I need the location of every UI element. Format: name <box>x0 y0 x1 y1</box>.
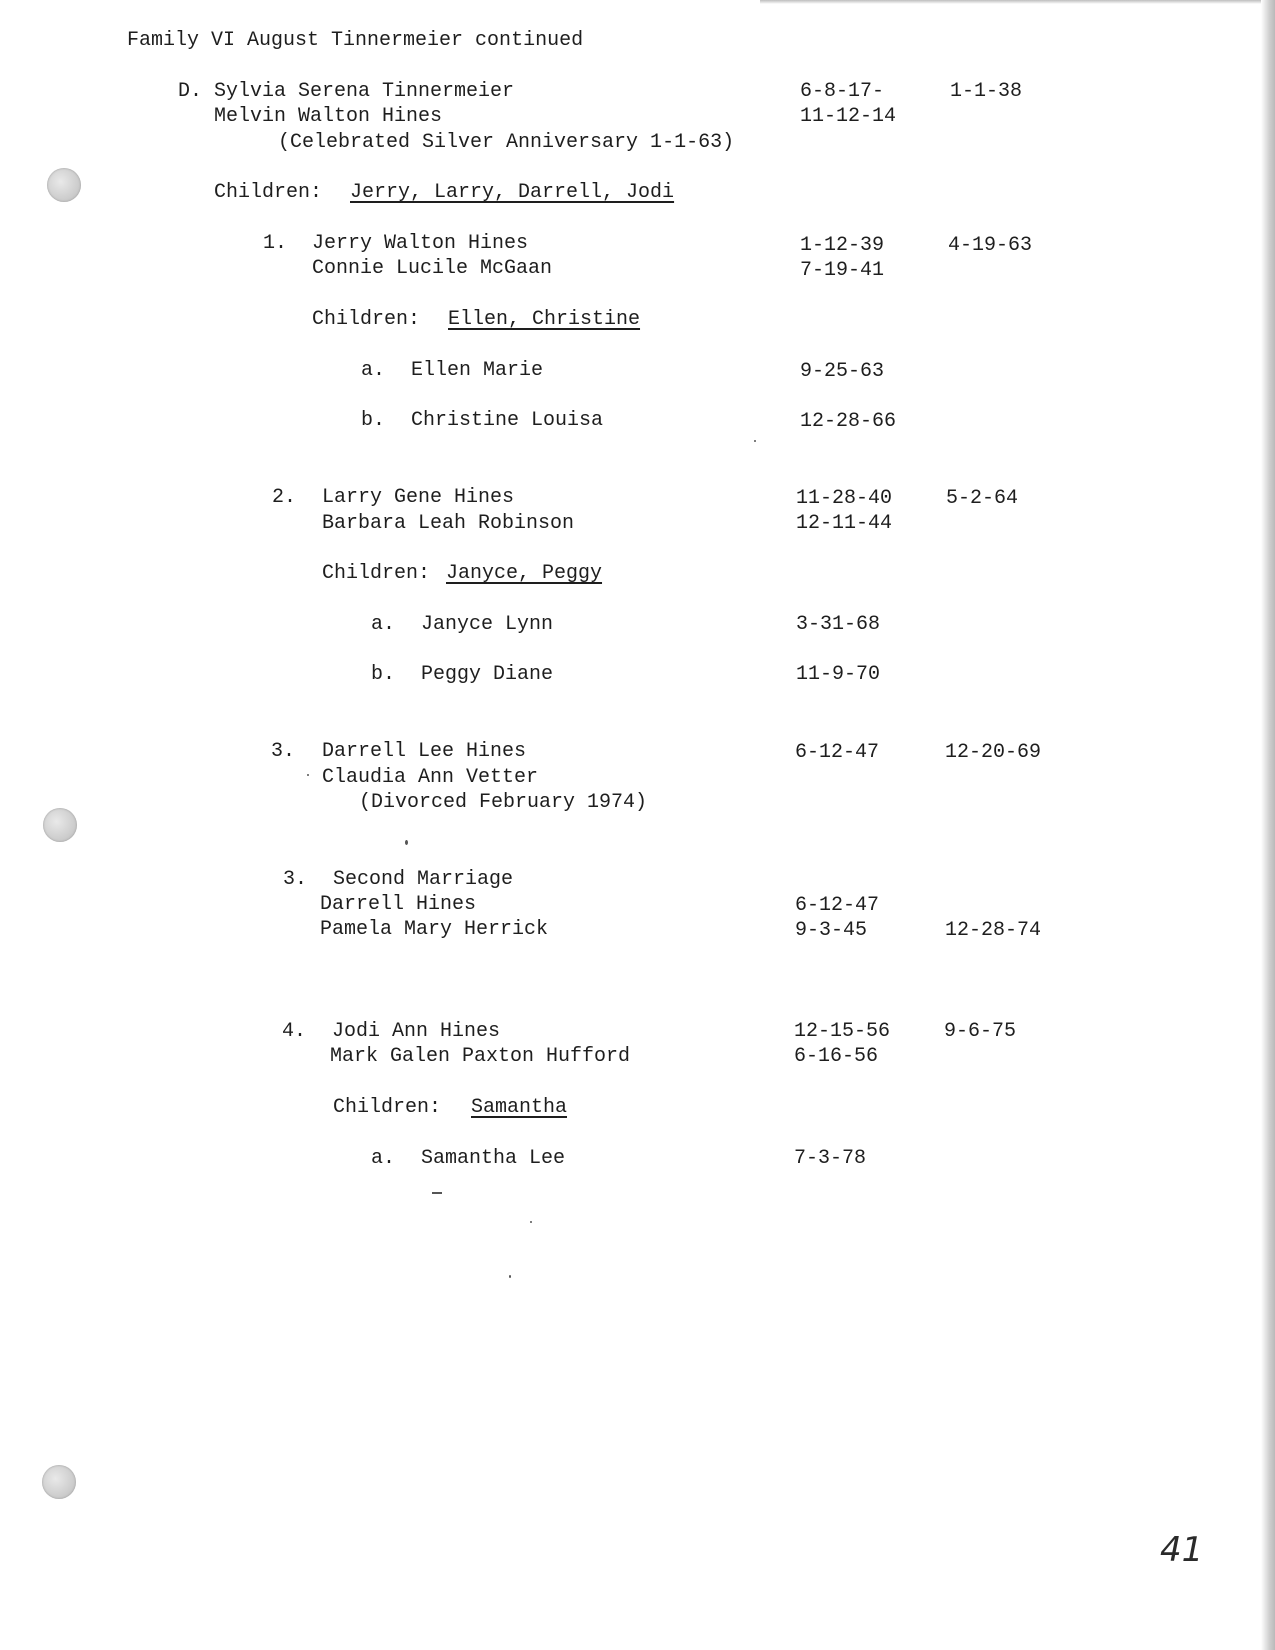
entry-3-label: 3. <box>271 740 296 763</box>
entry-2-children-label: Children: <box>322 562 431 585</box>
entry-d-children-label: Children: <box>214 181 323 204</box>
entry-3-marriage-date: 12-20-69 <box>945 741 1042 764</box>
entry-2-marriage-date: 5-2-64 <box>946 487 1019 510</box>
entry-3b-spouse-name: Pamela Mary Herrick <box>320 918 549 941</box>
entry-1-spouse-name: Connie Lucile McGaan <box>312 257 553 280</box>
entry-1-child-a-name: Ellen Marie <box>411 359 544 382</box>
entry-1-child-b-date: 12-28-66 <box>800 410 897 433</box>
entry-4-label: 4. <box>282 1020 307 1043</box>
entry-1-spouse-birth-date: 7-19-41 <box>800 259 885 282</box>
entry-1-marriage-date: 4-19-63 <box>948 234 1033 257</box>
entry-3b-label: 3. <box>283 868 308 891</box>
entry-2-child-a-name: Janyce Lynn <box>421 613 554 636</box>
scan-speck <box>754 440 756 442</box>
entry-4-child-a-name: Samantha Lee <box>421 1147 566 1170</box>
scan-speck <box>509 1275 511 1278</box>
scan-speck <box>307 774 309 776</box>
entry-2-birth-date: 11-28-40 <box>796 487 893 510</box>
entry-d-note: (Celebrated Silver Anniversary 1-1-63) <box>278 131 735 154</box>
entry-d-spouse-birth-date: 11-12-14 <box>800 105 897 128</box>
entry-3b-birth-date: 6-12-47 <box>795 894 880 917</box>
entry-d-name: Sylvia Serena Tinnermeier <box>214 80 515 103</box>
entry-4-name: Jodi Ann Hines <box>332 1020 501 1043</box>
entry-3-name: Darrell Lee Hines <box>322 740 527 763</box>
entry-4-children-label: Children: <box>333 1096 442 1119</box>
entry-1-label: 1. <box>263 232 288 255</box>
entry-2-child-a-label: a. <box>371 613 396 636</box>
entry-1-children-list: Ellen, Christine <box>448 308 641 331</box>
entry-3-note: (Divorced February 1974) <box>359 791 648 814</box>
entry-2-child-a-date: 3-31-68 <box>796 613 881 636</box>
entry-1-name: Jerry Walton Hines <box>312 232 529 255</box>
entry-4-child-a-date: 7-3-78 <box>794 1147 867 1170</box>
entry-1-child-b-name: Christine Louisa <box>411 409 604 432</box>
entry-4-children-list: Samantha <box>471 1096 568 1119</box>
page-top-shadow <box>760 0 1275 4</box>
scan-speck <box>405 840 408 845</box>
entry-4-marriage-date: 9-6-75 <box>944 1020 1017 1043</box>
entry-1-child-a-date: 9-25-63 <box>800 360 885 383</box>
entry-2-children-list: Janyce, Peggy <box>446 562 603 585</box>
entry-4-spouse-name: Mark Galen Paxton Hufford <box>330 1045 631 1068</box>
entry-d-marriage-date: 1-1-38 <box>950 80 1023 103</box>
entry-3b-name: Darrell Hines <box>320 893 477 916</box>
entry-3b-spouse-birth-date: 9-3-45 <box>795 919 868 942</box>
entry-4-child-a-label: a. <box>371 1147 396 1170</box>
entry-d-spouse-name: Melvin Walton Hines <box>214 105 443 128</box>
entry-2-child-b-label: b. <box>371 663 396 686</box>
entry-1-child-b-label: b. <box>361 409 386 432</box>
entry-2-spouse-birth-date: 12-11-44 <box>796 512 893 535</box>
page-header: Family VI August Tinnermeier continued <box>127 29 584 52</box>
entry-4-spouse-birth-date: 6-16-56 <box>794 1045 879 1068</box>
entry-2-child-b-name: Peggy Diane <box>421 663 554 686</box>
entry-3b-title: Second Marriage <box>333 868 514 891</box>
punch-hole-bottom <box>42 1465 76 1499</box>
entry-2-label: 2. <box>272 486 297 509</box>
entry-d-birth-date: 6-8-17- <box>800 80 885 103</box>
entry-d-label: D. <box>178 80 203 103</box>
entry-4-birth-date: 12-15-56 <box>794 1020 891 1043</box>
entry-1-children-label: Children: <box>312 308 421 331</box>
entry-2-name: Larry Gene Hines <box>322 486 515 509</box>
entry-2-child-b-date: 11-9-70 <box>796 663 881 686</box>
entry-1-birth-date: 1-12-39 <box>800 234 885 257</box>
entry-1-child-a-label: a. <box>361 359 386 382</box>
page-number: 41 <box>1160 1530 1204 1570</box>
entry-2-spouse-name: Barbara Leah Robinson <box>322 512 575 535</box>
scan-mark <box>432 1192 442 1194</box>
entry-d-children-list: Jerry, Larry, Darrell, Jodi <box>350 181 675 204</box>
page-edge-shadow <box>1261 0 1275 1650</box>
punch-hole-middle <box>43 808 77 842</box>
entry-3-spouse-name: Claudia Ann Vetter <box>322 766 539 789</box>
scan-speck <box>530 1221 532 1223</box>
punch-hole-top <box>47 168 81 202</box>
entry-3b-marriage-date: 12-28-74 <box>945 919 1042 942</box>
entry-3-birth-date: 6-12-47 <box>795 741 880 764</box>
